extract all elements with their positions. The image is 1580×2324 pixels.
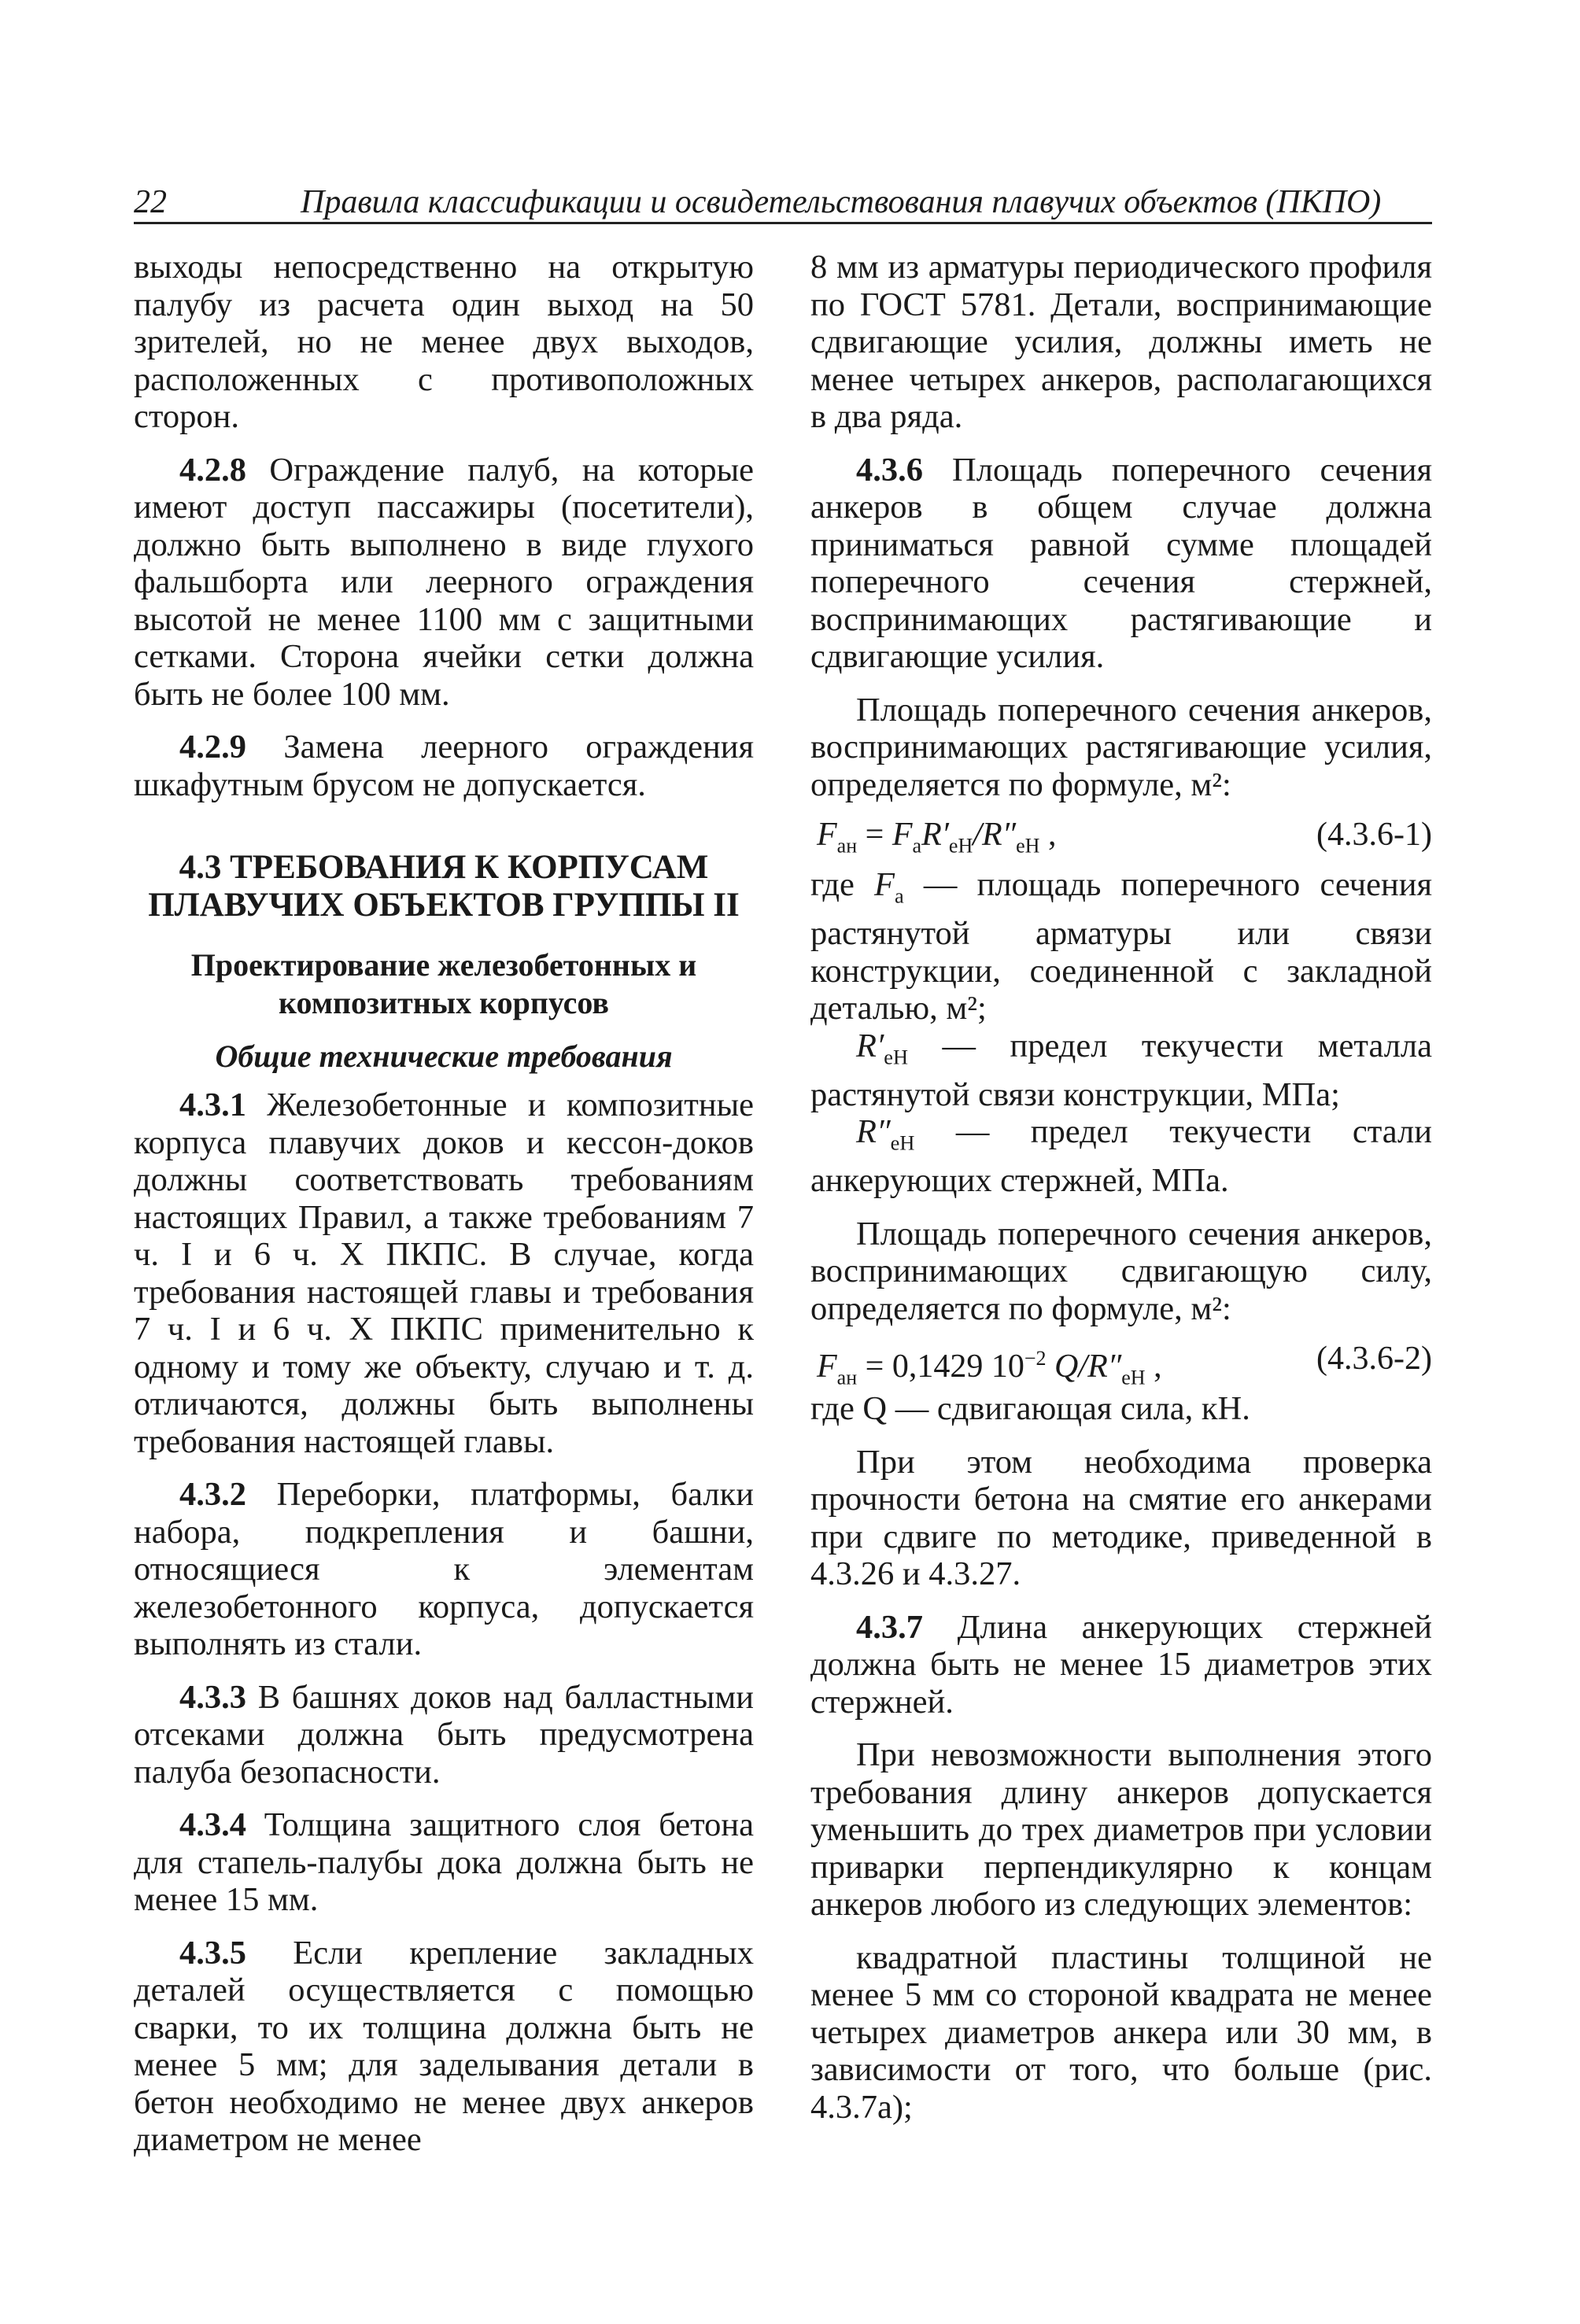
formula-number: (4.3.6-1) [1316, 817, 1432, 853]
page-number: 22 [134, 184, 167, 220]
paragraph-tension-area: Площадь поперечного сечения анкеров, воспринимающих растягивающие усилия, определяется по формуле, м²: [810, 691, 1432, 803]
definition-text: — площадь поперечного сечения растянутой арматуры или связи конструкции, соединенной с закладной деталью, м²; [810, 866, 1432, 1027]
definition-text: — предел текучести металла растянутой связи конструкции, МПа; [810, 1027, 1432, 1113]
definition-subscript: а [895, 884, 904, 908]
definition-r-prime [810, 1027, 1432, 1114]
paragraph-check: При этом необходима проверка прочности бетона на смятие его анкерами при сдвиге по методике, приведенной в 4.3.26 и 4.3.27. [810, 1443, 1432, 1592]
definition-symbol: F [874, 866, 895, 903]
formula-symbol: F [817, 817, 837, 853]
formula-operator: = 0,1429 10 [857, 1348, 1024, 1385]
formula-subscript: ан [836, 834, 858, 858]
section-heading: 4.3 ТРЕБОВАНИЯ К КОРПУСАМ ПЛАВУЧИХ ОБЪЕКТОВ ГРУППЫ II [148, 849, 740, 924]
formula-exponent: −2 [1024, 1347, 1047, 1370]
paragraph-4-3-4 [134, 1806, 754, 1919]
paragraph-4-2-9 [134, 729, 754, 803]
definition-symbol: R″ [856, 1113, 891, 1150]
paragraph-text: Замена леерного ограждения шкафутным брусом не допускается. [134, 729, 754, 803]
paragraph-number: 4.2.9 [179, 729, 246, 765]
paragraph-number: 4.3.3 [179, 1678, 246, 1716]
paragraph-4-3-5 [134, 1935, 754, 2159]
definition-subscript: еН [890, 1131, 915, 1155]
paragraph-4-3-6 [810, 452, 1432, 676]
formula-operator: / [973, 817, 982, 853]
paragraph-4-2-8 [134, 452, 754, 714]
formula-subscript: еН [948, 834, 973, 858]
definition-fa [810, 866, 1432, 1027]
paragraph-impossible: При невозможности выполнения этого требования длину анкеров допускается уменьшить до трех диаметров при условии приварки перпендикулярно к концам анкеров любого из следующих элементов: [810, 1736, 1432, 1923]
formula-operator: , [1039, 817, 1057, 853]
paragraph-exits: выходы непосредственно на открытую палубу из расчета один выход на 50 зрителей, но не менее двух выходов, расположенных с противоположных сторон. [134, 249, 754, 435]
formula-operator: = [857, 817, 892, 853]
formula-operator: , [1145, 1348, 1162, 1385]
formula-symbol: F [817, 1348, 837, 1385]
paragraph-number: 4.2.8 [179, 451, 246, 489]
definition-subscript: еН [884, 1046, 908, 1068]
formula-symbol: Q [1046, 1348, 1079, 1385]
paragraph-shear-area: Площадь поперечного сечения анкеров, воспринимающих сдвигающую силу, определяется по формуле, м²: [810, 1215, 1432, 1327]
formula-subscript: еН [1016, 834, 1040, 858]
paragraph-text: Железобетонные и композитные корпуса плавучих доков и кессон-доков должны соответствовать требованиям настоящих Правил, а также требованиям 7 ч. I и 6 ч. X ПКПС. В случае, когда требования настоящей главы и требования 7 ч. I и 6 ч. X ПКПС применительно к одному и тому же объекту, случаю и т. д. отличаются, должны быть выполнены требования настоящей главы. [134, 1086, 754, 1460]
definition-q: где Q — сдвигающая сила, кН. [810, 1390, 1250, 1427]
running-header [134, 183, 1432, 224]
formula-subscript: еН [1121, 1366, 1146, 1389]
right-column [810, 249, 1432, 2126]
paragraph-number: 4.3.4 [179, 1806, 246, 1843]
paragraph-text: Ограждение палуб, на которые имеют доступ пассажиры (посетители), должно быть выполнено в виде глухого фальшборта или леерного ограждения высотой не менее 1100 мм с защитными сетками. Сторона ячейки сетки должна быть не более 100 мм. [134, 451, 754, 713]
paragraph-4-3-1 [134, 1086, 754, 1460]
paragraph-text: Площадь поперечного сечения анкеров в общем случае должна приниматься равной сумме площадей поперечного сечения стержней, воспринимающих растягивающие и сдвигающие усилия. [810, 451, 1432, 675]
paragraph-text: В башнях доков над балластными отсеками должна быть предусмотрена палуба безопасности. [134, 1678, 754, 1791]
formula-expression [817, 811, 1056, 869]
formula-operator: / [1078, 1348, 1088, 1385]
definition-lead: где [810, 866, 875, 903]
paragraph-number: 4.3.5 [179, 1934, 246, 1972]
paragraph-number: 4.3.7 [856, 1608, 923, 1646]
formula-number: (4.3.6-2) [1316, 1341, 1432, 1377]
paragraph-4-3-3 [134, 1679, 754, 1791]
paragraph-text: Длина анкерующих стержней должна быть не менее 15 диаметров этих стержней. [810, 1608, 1432, 1721]
subsubsection-heading: Общие технические требования [215, 1038, 673, 1074]
definition-text: — предел текучести стали анкерующих стержней, МПа. [810, 1113, 1432, 1199]
paragraph-number: 4.3.2 [179, 1476, 246, 1513]
paragraph-continuation: 8 мм из арматуры периодического профиля по ГОСТ 5781. Детали, воспринимающие сдвигающие усилия, должны иметь не менее четырех анкеров, располагающихся в два ряда. [810, 249, 1432, 435]
formula-4-3-6-2 [810, 1335, 1432, 1389]
paragraph-text: Толщина защитного слоя бетона для стапель-палубы дока должна быть не менее 15 мм. [134, 1806, 754, 1918]
formula-subscript: ан [836, 1366, 858, 1389]
left-column [134, 249, 754, 2159]
definition-r-double-prime [810, 1113, 1432, 1200]
paragraph-text: Если крепление закладных деталей осуществляется с помощью сварки, то их толщина должна быть не менее 5 мм; для заделывания детали в бетон необходимо не менее двух анкеров диаметром не менее [134, 1934, 754, 2158]
paragraph-4-3-7 [810, 1609, 1432, 1721]
definition-symbol: R′ [856, 1027, 884, 1064]
formula-expression [817, 1335, 1162, 1401]
paragraph-number: 4.3.1 [179, 1086, 246, 1123]
formula-symbol: R″ [1087, 1348, 1122, 1385]
paragraph-4-3-2 [134, 1476, 754, 1663]
paragraph-text: Переборки, платформы, балки набора, подкрепления и башни, относящиеся к элементам железобетонного корпуса, допускается выполнять из стали. [134, 1476, 754, 1662]
formula-subscript: а [912, 834, 922, 858]
formula-symbol: F [892, 817, 913, 853]
formula-symbol: R′ [921, 817, 949, 853]
subsection-heading: Проектирование железобетонных и композитных корпусов [190, 947, 697, 1020]
header-title: Правила классификации и освидетельствования плавучих объектов (ПКПО) [301, 184, 1382, 220]
formula-4-3-6-1 [810, 811, 1432, 858]
formula-symbol: R″ [981, 817, 1017, 853]
paragraph-number: 4.3.6 [856, 451, 923, 489]
paragraph-square-plate: квадратной пластины толщиной не менее 5 мм со стороной квадрата не менее четырех диаметров анкера или 30 мм, в зависимости от того, что больше (рис. 4.3.7а); [810, 1939, 1432, 2126]
